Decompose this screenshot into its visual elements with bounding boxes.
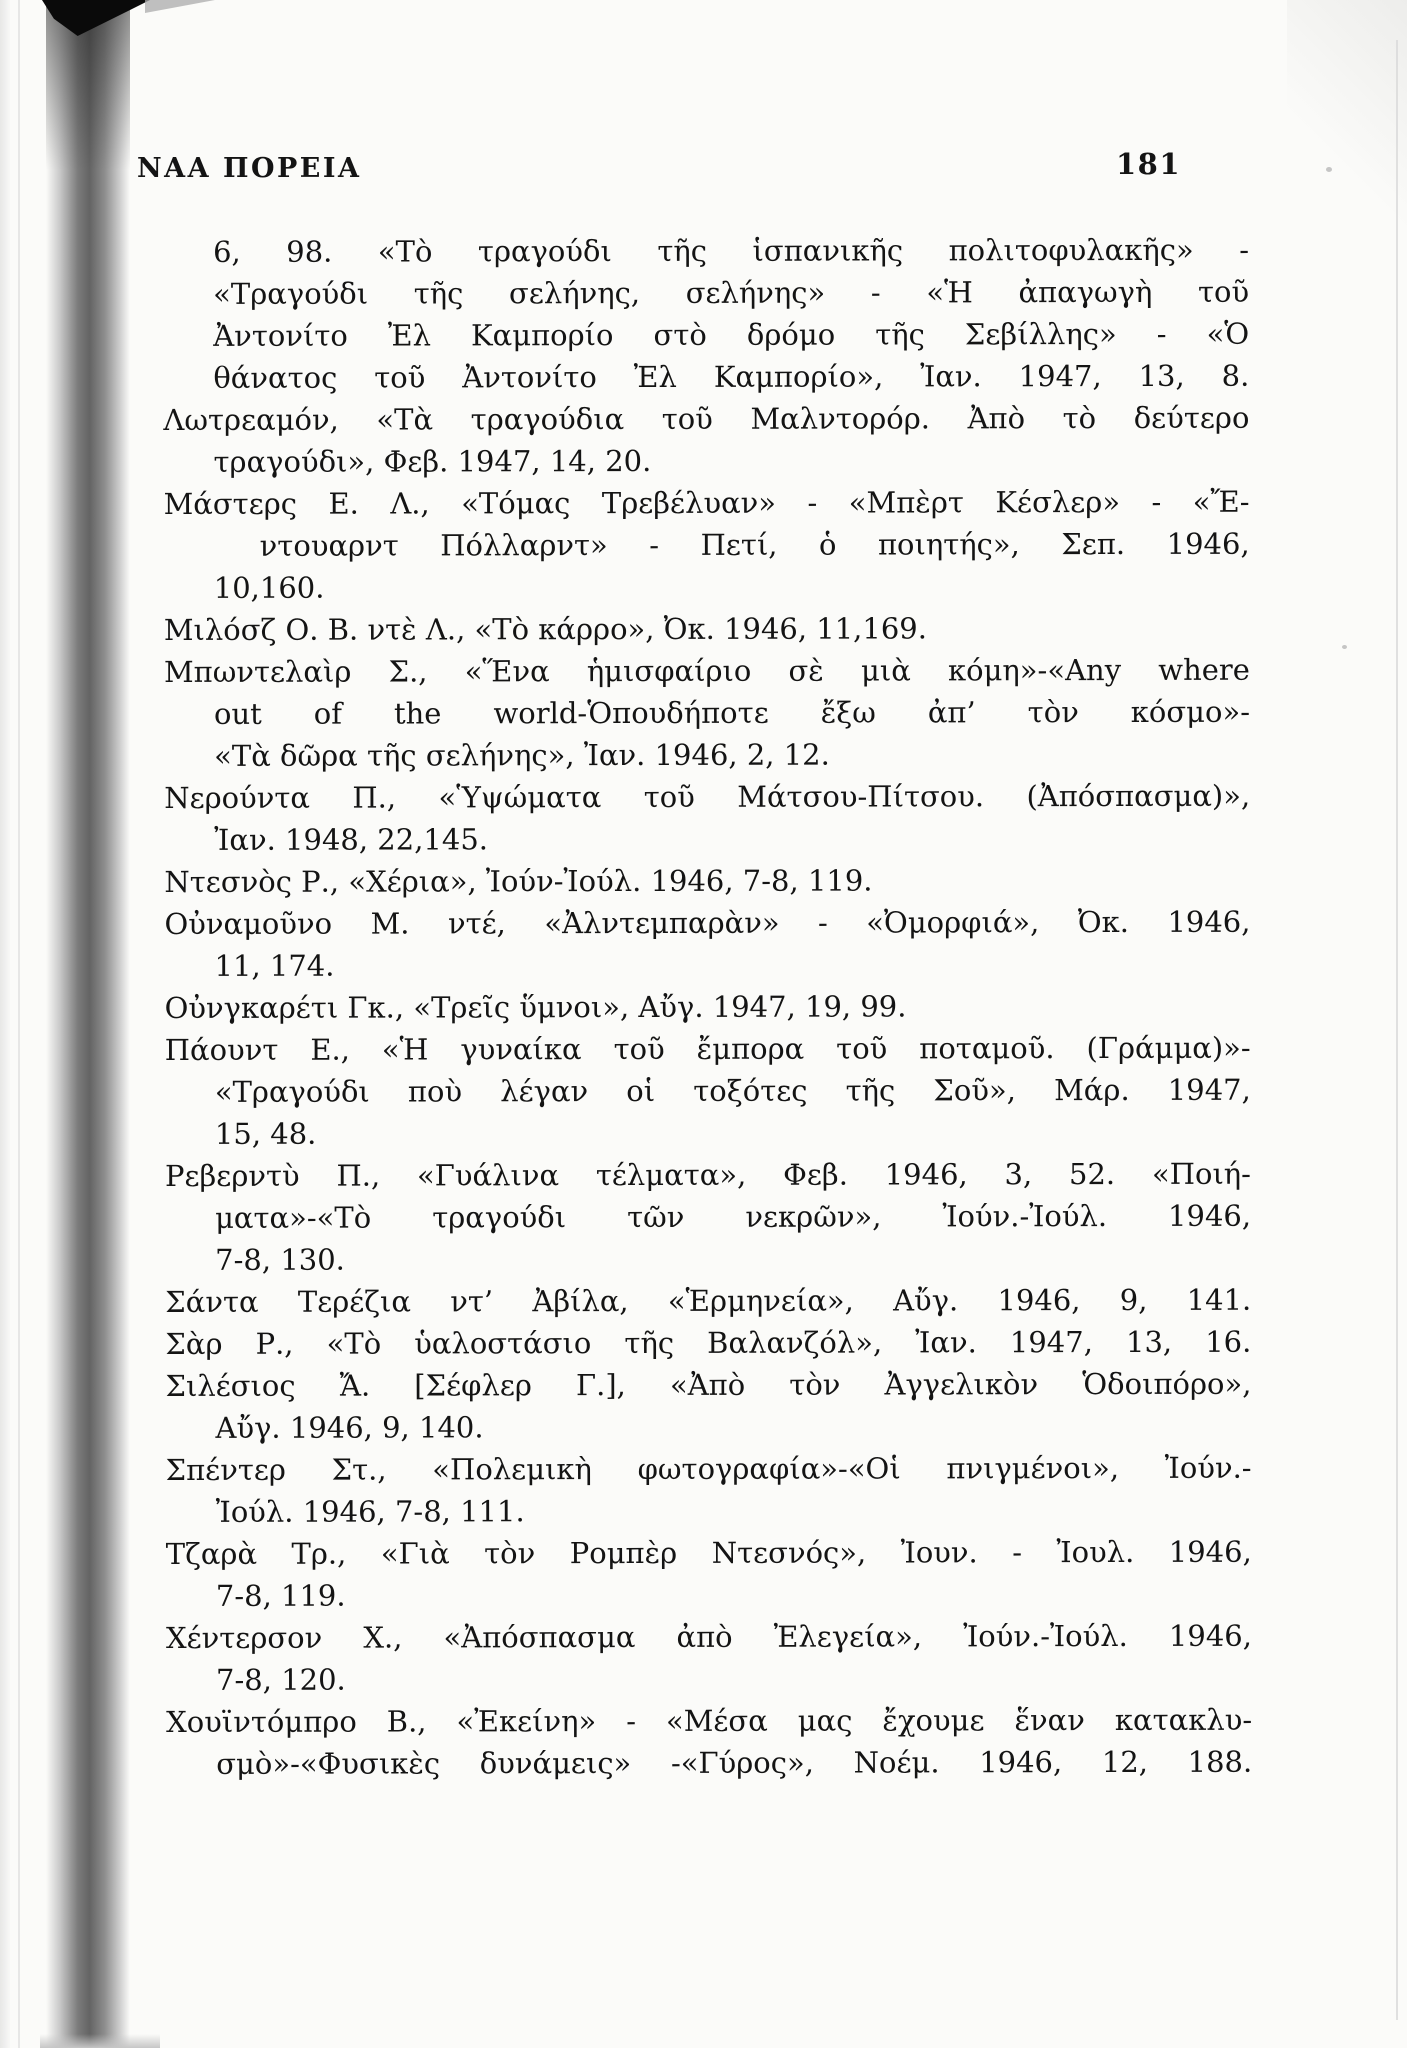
text-line: τραγούδι», Φεβ. 1947, 14, 20. — [213, 443, 652, 479]
text-line: Πάουντ Ε., «Ἡ γυναίκα τοῦ ἔμπορα τοῦ ποταμοῦ. (Γράμμα)»- — [164, 1030, 1251, 1067]
text-line: Ἰούλ. 1946, 7-8, 111. — [215, 1494, 525, 1529]
text-line: Σιλέσιος Ἄ. [Σέφλερ Γ.], «Ἀπὸ τὸν Ἀγγελικὸν Ὁδοιπόρο», — [165, 1366, 1252, 1403]
text-line: 11, 174. — [214, 948, 335, 983]
top-right-corner-shade — [1287, 0, 1407, 300]
text-line: Νερούντα Π., «Ὑψώματα τοῦ Μάτσου-Πίτσου. (Ἀπόσπασμα)», — [164, 778, 1251, 815]
text-line: Χέντερσον Χ., «Ἀπόσπασμα ἀπὸ Ἐλεγεία», Ἰούν.-Ἰούλ. 1946, — [165, 1618, 1252, 1655]
binding-shadow — [46, 0, 130, 2048]
text-line: Οὐνγκαρέτι Γκ., «Τρεῖς ὕμνοι», Αὔγ. 1947, 19, 99. — [164, 989, 907, 1025]
text-line: Ἰαν. 1948, 22,145. — [214, 822, 488, 857]
scan-speck — [1342, 645, 1347, 649]
paper-edge-line — [18, 0, 20, 2048]
text-line: out of the world-Ὁπουδήποτε ἔξω ἀπ’ τὸν κόσμο»- — [213, 694, 1251, 731]
text-line: «Τραγούδι ποὺ λέγαν οἱ τοξότες τῆς Σοῦ», Μάρ. 1947, — [214, 1072, 1251, 1109]
running-header: ΝΑΑ ΠΟΡΕΙΑ — [137, 153, 362, 184]
text-line: Μάστερς Ε. Λ., «Τόμας Τρεβέλυαν» - «Μπὲρτ Κέσλερ» - «Ἔ- — [163, 484, 1250, 521]
text-line: 7-8, 120. — [215, 1662, 346, 1697]
text-line: Μιλόσζ Ο. Β. ντὲ Λ., «Τὸ κάρρο», Ὀκ. 1946, 11,169. — [163, 611, 927, 647]
text-line: Μπωντελαὶρ Σ., «Ἕνα ἡμισφαίριο σὲ μιὰ κόμη»-«Any where — [163, 652, 1250, 689]
text-line: 7-8, 119. — [215, 1578, 346, 1613]
bottom-edge-shade — [40, 2034, 160, 2048]
text-line: ντουαρντ Πόλλαρντ» - Πετί, ὁ ποιητής», Σεπ. 1946, — [259, 526, 1250, 563]
text-line: Τζαρὰ Τρ., «Γιὰ τὸν Ρομπὲρ Ντεσνός», Ἰουν. - Ἰουλ. 1946, — [165, 1534, 1252, 1571]
text-line: Λωτρεαμόν, «Τὰ τραγούδια τοῦ Μαλντορόρ. Ἀπὸ τὸ δεύτερο — [163, 400, 1250, 437]
text-line: Χουϊντόμπρο Β., «Ἐκείνη» - «Μέσα μας ἔχουμε ἕναν κατακλυ- — [166, 1702, 1253, 1739]
text-line: 10,160. — [213, 570, 325, 605]
text-line: Αὔγ. 1946, 9, 140. — [215, 1410, 484, 1445]
scan-speck — [1326, 167, 1332, 172]
right-page-edge-line — [1396, 40, 1398, 2020]
text-line: Σάντα Τερέζια ντ’ Ἀβίλα, «Ἑρμηνεία», Αὔγ. 1946, 9, 141. — [165, 1282, 1252, 1319]
text-line: Σὰρ Ρ., «Τὸ ὑαλοστάσιο τῆς Βαλανζόλ», Ἰαν. 1947, 13, 16. — [165, 1324, 1252, 1361]
text-line: ματα»-«Τὸ τραγούδι τῶν νεκρῶν», Ἰούν.-Ἰούλ. 1946, — [215, 1198, 1252, 1235]
text-line: σμὸ»-«Φυσικὲς δυνάμεις» -«Γύρος», Νοέμ. 1946, 12, 188. — [216, 1744, 1253, 1781]
text-line: Ρεβερντὺ Π., «Γυάλινα τέλματα», Φεβ. 1946, 3, 52. «Ποιή- — [164, 1156, 1252, 1193]
text-line: 15, 48. — [214, 1116, 317, 1151]
text-line: Σπέντερ Στ., «Πολεμικὴ φωτογραφία»-«Οἱ πνιγμένοι», Ἰούν.- — [165, 1450, 1252, 1487]
text-line: «Τὰ δῶρα τῆς σελήνης», Ἰαν. 1946, 2, 12. — [214, 737, 830, 773]
paper-edge — [0, 0, 10, 2048]
page-number: 181 — [1116, 147, 1182, 181]
text-line: 6, 98. «Τὸ τραγούδι τῆς ἱσπανικῆς πολιτοφυλακῆς» - — [213, 232, 1250, 269]
text-line: θάνατος τοῦ Ἀντονίτο Ἐλ Καμπορίο», Ἰαν. 1947, 13, 8. — [213, 358, 1250, 395]
text-line: Ντεσνὸς Ρ., «Χέρια», Ἰούν-Ἰούλ. 1946, 7-8, 119. — [164, 863, 873, 899]
text-line: Οὐναμοῦνο Μ. ντέ, «Ἀλντεμπαρὰν» - «Ὀμορφιά», Ὀκ. 1946, — [164, 904, 1251, 941]
page-corner-fold-shade — [145, 0, 215, 13]
text-line: «Τραγούδι τῆς σελήνης, σελήνης» - «Ἡ ἀπαγωγὴ τοῦ — [213, 274, 1250, 311]
text-line: 7-8, 130. — [215, 1242, 345, 1277]
bibliography-text — [163, 229, 1252, 1785]
text-line: Ἀντονίτο Ἐλ Καμπορίο στὸ δρόμο τῆς Σεβίλλης» - «Ὁ — [213, 316, 1250, 353]
